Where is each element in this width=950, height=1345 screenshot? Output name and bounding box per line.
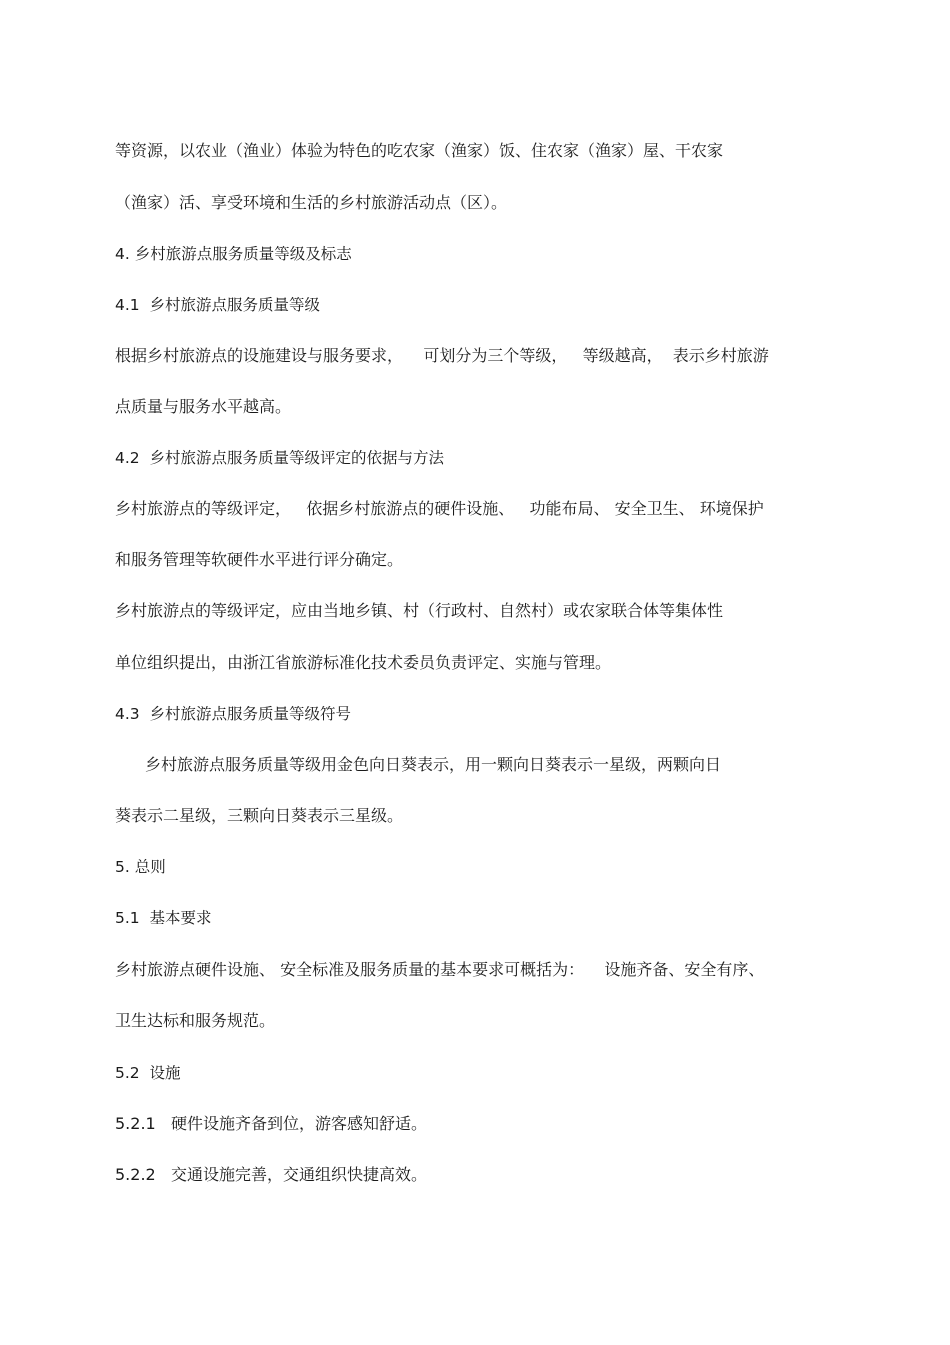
section-heading-4-2: 4.2 乡村旅游点服务质量等级评定的依据与方法	[115, 449, 445, 467]
section-heading-4-1: 4.1 乡村旅游点服务质量等级	[115, 296, 321, 314]
section-heading-5: 5. 总则	[115, 858, 166, 876]
body-text-line: 等资源，以农业（渔业）体验为特色的吃农家（渔家）饭、住农家（渔家）屋、干农家	[115, 141, 724, 160]
body-text-line: 乡村旅游点硬件设施、 安全标准及服务质量的基本要求可概括为： 设施齐备、安全有序、	[115, 960, 765, 979]
body-text-line: 点质量与服务水平越高。	[115, 397, 292, 416]
section-heading-4-3: 4.3 乡村旅游点服务质量等级符号	[115, 705, 352, 723]
clause-5-2-1: 5.2.1 硬件设施齐备到位，游客感知舒适。	[115, 1114, 427, 1133]
section-heading-4: 4. 乡村旅游点服务质量等级及标志	[115, 245, 352, 263]
body-text-line: 葵表示二星级，三颗向日葵表示三星级。	[115, 806, 404, 825]
body-text-line: 乡村旅游点的等级评定， 依据乡村旅游点的硬件设施、 功能布局、 安全卫生、 环境保护	[115, 499, 764, 518]
body-text-line: （渔家）活、享受环境和生活的乡村旅游活动点（区）。	[115, 193, 508, 212]
body-text-line: 卫生达标和服务规范。	[115, 1011, 276, 1030]
body-text-line: 根据乡村旅游点的设施建设与服务要求， 可划分为三个等级， 等级越高， 表示乡村旅游	[115, 346, 769, 365]
section-heading-5-2: 5.2 设施	[115, 1064, 181, 1082]
section-heading-5-1: 5.1 基本要求	[115, 909, 212, 927]
body-text-line: 单位组织提出，由浙江省旅游标准化技术委员负责评定、实施与管理。	[115, 653, 612, 672]
body-text-line: 乡村旅游点服务质量等级用金色向日葵表示，用一颗向日葵表示一星级，两颗向日	[145, 755, 722, 774]
body-text-line: 乡村旅游点的等级评定，应由当地乡镇、村（行政村、自然村）或农家联合体等集体性	[115, 601, 724, 620]
clause-5-2-2: 5.2.2 交通设施完善，交通组织快捷高效。	[115, 1165, 427, 1184]
body-text-line: 和服务管理等软硬件水平进行评分确定。	[115, 550, 404, 569]
